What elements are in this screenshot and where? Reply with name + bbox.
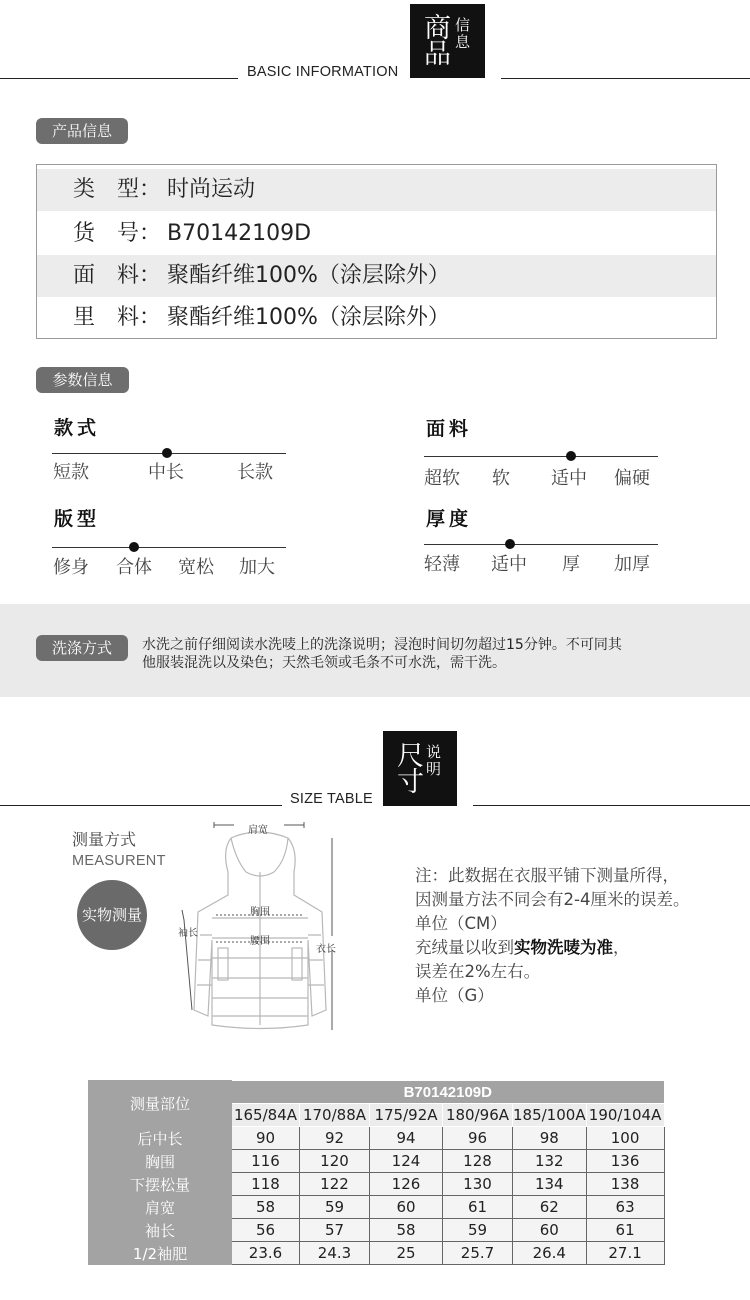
size-header-cell: 180/96A bbox=[443, 1104, 513, 1127]
size-header-cell: 185/100A bbox=[513, 1104, 587, 1127]
info-row-fabric bbox=[37, 255, 716, 297]
fabric-title: 面料 bbox=[426, 418, 473, 440]
table-row bbox=[89, 1127, 665, 1150]
table-cell: 61 bbox=[586, 1219, 664, 1242]
thickness-option: 轻薄 bbox=[424, 554, 460, 575]
fit-option: 宽松 bbox=[178, 557, 214, 578]
table-row bbox=[89, 1242, 665, 1265]
table-cell: 59 bbox=[443, 1219, 513, 1242]
size-badge-small-1: 说 bbox=[426, 743, 442, 761]
table-cell: 57 bbox=[300, 1219, 370, 1242]
diagram-label-chest: 胸围 bbox=[250, 907, 270, 918]
info-label: 里 料： bbox=[73, 305, 162, 330]
note-line bbox=[415, 936, 689, 960]
size-table-subtitle: SIZE TABLE bbox=[290, 791, 373, 807]
size-table-model: B70142109D bbox=[232, 1081, 665, 1104]
size-badge-big-1: 尺 bbox=[397, 741, 424, 772]
header-rule-left bbox=[0, 78, 238, 79]
table-cell: 63 bbox=[586, 1196, 664, 1219]
thickness-title: 厚度 bbox=[426, 508, 473, 530]
note-line: 误差在2%左右。 bbox=[415, 962, 541, 981]
fit-option: 加大 bbox=[239, 557, 275, 578]
table-cell: 120 bbox=[300, 1150, 370, 1173]
size-header-cell: 165/84A bbox=[232, 1104, 300, 1127]
table-cell: 98 bbox=[513, 1127, 587, 1150]
thickness-option: 厚 bbox=[562, 554, 580, 575]
badge-small-text-2: 息 bbox=[455, 33, 471, 51]
style-selected-dot bbox=[162, 448, 172, 458]
washing-line-2: 他服装混洗以及染色；天然毛领或毛条不可水洗，需干洗。 bbox=[142, 655, 506, 671]
thickness-selected-dot bbox=[505, 539, 515, 549]
style-option: 短款 bbox=[53, 462, 89, 483]
table-cell: 26.4 bbox=[513, 1242, 587, 1265]
fabric-selected-dot bbox=[566, 451, 576, 461]
row-header: 肩宽 bbox=[89, 1196, 232, 1219]
fit-option: 合体 bbox=[116, 557, 152, 578]
badge-small-text-1: 信 bbox=[455, 16, 471, 34]
table-cell: 96 bbox=[443, 1127, 513, 1150]
diagram-label-shoulder: 肩宽 bbox=[248, 825, 268, 836]
table-cell: 61 bbox=[443, 1196, 513, 1219]
fabric-option: 适中 bbox=[551, 468, 587, 489]
table-row bbox=[89, 1219, 665, 1242]
table-cell: 126 bbox=[370, 1173, 443, 1196]
table-cell: 25.7 bbox=[443, 1242, 513, 1265]
note-text: ， bbox=[613, 938, 630, 957]
table-row bbox=[89, 1150, 665, 1173]
header-rule-right bbox=[501, 78, 750, 79]
table-cell: 134 bbox=[513, 1173, 587, 1196]
fabric-option: 软 bbox=[492, 468, 510, 489]
size-header-cell: 175/92A bbox=[370, 1104, 443, 1127]
basic-info-badge bbox=[410, 4, 485, 78]
info-row-type bbox=[37, 169, 716, 211]
table-cell: 60 bbox=[513, 1219, 587, 1242]
table-cell: 130 bbox=[443, 1173, 513, 1196]
note-line: 单位（CM） bbox=[415, 914, 507, 933]
washing-tag: 洗涤方式 bbox=[36, 635, 128, 661]
product-info-table bbox=[36, 164, 717, 339]
style-option: 长款 bbox=[237, 462, 273, 483]
table-cell: 90 bbox=[232, 1127, 300, 1150]
fit-title: 版型 bbox=[54, 508, 101, 530]
thickness-option: 加厚 bbox=[614, 554, 650, 575]
diagram-label-length: 衣长 bbox=[316, 944, 336, 955]
table-cell: 62 bbox=[513, 1196, 587, 1219]
info-label: 类 型： bbox=[73, 177, 162, 202]
fabric-option: 偏硬 bbox=[614, 468, 650, 489]
washing-line-1: 水洗之前仔细阅读水洗唛上的洗涤说明；浸泡时间切勿超过15分钟。不可同其 bbox=[142, 637, 622, 653]
badge-big-text: 商品 bbox=[424, 13, 451, 70]
size-header-cell: 170/88A bbox=[300, 1104, 370, 1127]
basic-info-subtitle: BASIC INFORMATION bbox=[247, 64, 399, 80]
table-cell: 92 bbox=[300, 1127, 370, 1150]
note-line: 单位（G） bbox=[415, 986, 494, 1005]
size-table bbox=[88, 1080, 665, 1265]
info-label: 面 料： bbox=[73, 263, 162, 288]
table-cell: 136 bbox=[586, 1150, 664, 1173]
size-badge-big-2: 寸 bbox=[397, 767, 424, 798]
table-cell: 118 bbox=[232, 1173, 300, 1196]
size-rule-right bbox=[473, 805, 750, 806]
table-cell: 23.6 bbox=[232, 1242, 300, 1265]
table-cell: 25 bbox=[370, 1242, 443, 1265]
row-header: 1/2袖肥 bbox=[89, 1242, 232, 1265]
size-table-header-row bbox=[89, 1081, 665, 1104]
table-cell: 128 bbox=[443, 1150, 513, 1173]
info-label: 货 号： bbox=[73, 221, 162, 246]
measurement-notes bbox=[415, 864, 689, 1008]
info-value: B70142109D bbox=[167, 221, 312, 246]
size-header-cell: 190/104A bbox=[586, 1104, 664, 1127]
table-cell: 138 bbox=[586, 1173, 664, 1196]
table-cell: 56 bbox=[232, 1219, 300, 1242]
params-tag: 参数信息 bbox=[36, 367, 129, 393]
size-rule-left bbox=[0, 805, 282, 806]
row-header: 下摆松量 bbox=[89, 1173, 232, 1196]
info-row-lining bbox=[37, 297, 716, 339]
style-option: 中长 bbox=[148, 462, 184, 483]
fabric-scale-line bbox=[424, 456, 658, 457]
table-cell: 59 bbox=[300, 1196, 370, 1219]
table-cell: 58 bbox=[232, 1196, 300, 1219]
fit-selected-dot bbox=[129, 542, 139, 552]
table-row bbox=[89, 1196, 665, 1219]
table-cell: 122 bbox=[300, 1173, 370, 1196]
row-header: 袖长 bbox=[89, 1219, 232, 1242]
diagram-label-waist: 腰围 bbox=[250, 936, 270, 947]
table-cell: 100 bbox=[586, 1127, 664, 1150]
info-value: 时尚运动 bbox=[167, 177, 256, 202]
product-info-tag: 产品信息 bbox=[36, 118, 128, 144]
table-cell: 27.1 bbox=[586, 1242, 664, 1265]
fabric-option: 超软 bbox=[424, 468, 460, 489]
table-cell: 60 bbox=[370, 1196, 443, 1219]
table-cell: 94 bbox=[370, 1127, 443, 1150]
row-header: 后中长 bbox=[89, 1127, 232, 1150]
style-title: 款式 bbox=[54, 417, 101, 439]
note-emphasis: 实物洗唛为准 bbox=[514, 938, 613, 957]
measure-subtitle: MEASURENT bbox=[72, 853, 166, 869]
size-badge bbox=[383, 731, 457, 806]
size-table-corner: 测量部位 bbox=[89, 1081, 232, 1127]
table-row bbox=[89, 1173, 665, 1196]
fit-option: 修身 bbox=[53, 557, 89, 578]
thickness-option: 适中 bbox=[491, 554, 527, 575]
table-cell: 58 bbox=[370, 1219, 443, 1242]
thickness-scale-line bbox=[424, 544, 658, 545]
info-value: 聚酯纤维100%（涂层除外） bbox=[167, 263, 450, 288]
info-row-sku bbox=[37, 213, 716, 255]
size-badge-small-2: 明 bbox=[426, 760, 442, 778]
note-text: 充绒量以收到 bbox=[415, 938, 514, 957]
measure-title: 测量方式 bbox=[72, 830, 137, 849]
table-cell: 124 bbox=[370, 1150, 443, 1173]
table-cell: 116 bbox=[232, 1150, 300, 1173]
info-value: 聚酯纤维100%（涂层除外） bbox=[167, 305, 450, 330]
row-header: 胸围 bbox=[89, 1150, 232, 1173]
measure-method-circle: 实物测量 bbox=[77, 880, 147, 950]
table-cell: 132 bbox=[513, 1150, 587, 1173]
diagram-label-sleeve: 袖长 bbox=[178, 928, 198, 939]
table-cell: 24.3 bbox=[300, 1242, 370, 1265]
fit-scale-line bbox=[52, 547, 286, 548]
note-line: 注：此数据在衣服平铺下测量所得， bbox=[415, 866, 679, 885]
washing-text bbox=[142, 636, 702, 672]
note-line: 因测量方法不同会有2-4厘米的误差。 bbox=[415, 890, 690, 909]
